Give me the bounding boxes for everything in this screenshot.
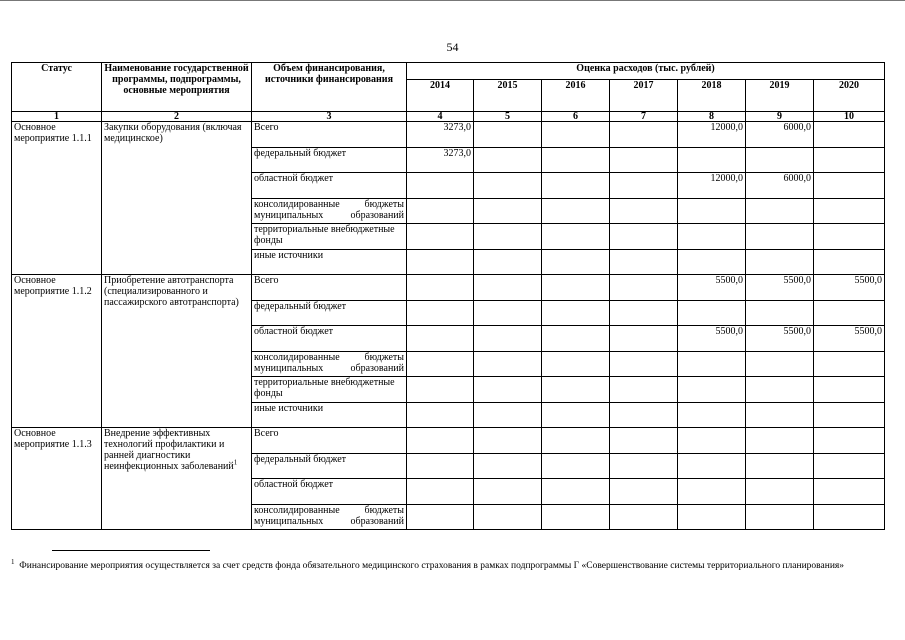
- amount-cell: [610, 504, 678, 530]
- header-status: Статус: [12, 63, 102, 112]
- column-index: 8: [678, 112, 746, 122]
- amount-cell: [474, 504, 542, 530]
- column-index-row: [12, 112, 885, 122]
- amount-cell: [542, 249, 610, 275]
- amount-cell: 6000,0: [746, 173, 814, 199]
- amount-cell: [678, 428, 746, 454]
- amount-cell: [542, 504, 610, 530]
- header-year: 2017: [610, 80, 678, 112]
- amount-cell: [746, 300, 814, 326]
- amount-cell: [407, 173, 474, 199]
- amount-cell: [474, 147, 542, 173]
- amount-cell: [474, 402, 542, 428]
- amount-cell: 5500,0: [746, 326, 814, 352]
- amount-cell: 3273,0: [407, 147, 474, 173]
- amount-cell: [610, 428, 678, 454]
- amount-cell: [814, 300, 885, 326]
- amount-cell: [814, 249, 885, 275]
- header-year: 2016: [542, 80, 610, 112]
- amount-cell: [678, 479, 746, 505]
- amount-cell: [678, 402, 746, 428]
- amount-cell: [542, 122, 610, 148]
- column-index: 2: [102, 112, 252, 122]
- amount-cell: 5500,0: [678, 275, 746, 301]
- measure-name-text: Закупки оборудования (включая медицинское): [104, 122, 242, 144]
- footnote-divider: [52, 550, 210, 551]
- amount-cell: [746, 249, 814, 275]
- amount-cell: [814, 428, 885, 454]
- funding-source: консолидированные бюджеты муниципальных образований: [252, 198, 407, 224]
- top-page-rule: [0, 0, 905, 1]
- amount-cell: [542, 173, 610, 199]
- amount-cell: [746, 453, 814, 479]
- measure-status: Основное мероприятие 1.1.1: [12, 122, 102, 275]
- funding-source: федеральный бюджет: [252, 300, 407, 326]
- measure-name-text: Внедрение эффективных технологий профилактики и ранней диагностики неинфекционных заболеваний: [104, 428, 234, 472]
- amount-cell: [407, 326, 474, 352]
- amount-cell: [407, 249, 474, 275]
- measure-status: Основное мероприятие 1.1.2: [12, 275, 102, 428]
- funding-source: федеральный бюджет: [252, 147, 407, 173]
- budget-table: [11, 62, 885, 530]
- amount-cell: [678, 224, 746, 250]
- amount-cell: [407, 300, 474, 326]
- amount-cell: 3273,0: [407, 122, 474, 148]
- amount-cell: [474, 453, 542, 479]
- header-funding: Объем финансирования, источники финансирования: [252, 63, 407, 112]
- amount-cell: [746, 351, 814, 377]
- funding-source: федеральный бюджет: [252, 453, 407, 479]
- column-index: 10: [814, 112, 885, 122]
- amount-cell: [610, 275, 678, 301]
- amount-cell: [542, 198, 610, 224]
- amount-cell: [746, 198, 814, 224]
- funding-source: территориальные внебюджетные фонды: [252, 224, 407, 250]
- amount-cell: [814, 504, 885, 530]
- column-index: 5: [474, 112, 542, 122]
- column-index: 6: [542, 112, 610, 122]
- amount-cell: [814, 351, 885, 377]
- table-row: [12, 428, 885, 454]
- amount-cell: [610, 147, 678, 173]
- funding-source: Всего: [252, 428, 407, 454]
- amount-cell: [814, 453, 885, 479]
- amount-cell: [678, 249, 746, 275]
- amount-cell: [610, 377, 678, 403]
- column-index: 3: [252, 112, 407, 122]
- amount-cell: [542, 351, 610, 377]
- measure-name: [102, 275, 252, 428]
- amount-cell: [814, 198, 885, 224]
- amount-cell: [474, 249, 542, 275]
- amount-cell: [814, 224, 885, 250]
- column-index: 9: [746, 112, 814, 122]
- amount-cell: [407, 351, 474, 377]
- amount-cell: [542, 300, 610, 326]
- header-year: 2014: [407, 80, 474, 112]
- amount-cell: [610, 326, 678, 352]
- amount-cell: [610, 300, 678, 326]
- amount-cell: [610, 479, 678, 505]
- amount-cell: [746, 428, 814, 454]
- amount-cell: [407, 275, 474, 301]
- header-year: 2015: [474, 80, 542, 112]
- amount-cell: [542, 275, 610, 301]
- funding-source: иные источники: [252, 249, 407, 275]
- amount-cell: [814, 147, 885, 173]
- funding-source: Всего: [252, 275, 407, 301]
- amount-cell: [814, 377, 885, 403]
- amount-cell: [542, 402, 610, 428]
- amount-cell: [407, 479, 474, 505]
- amount-cell: [610, 122, 678, 148]
- amount-cell: [407, 402, 474, 428]
- amount-cell: [474, 300, 542, 326]
- amount-cell: 5500,0: [814, 326, 885, 352]
- amount-cell: [746, 377, 814, 403]
- amount-cell: 5500,0: [814, 275, 885, 301]
- amount-cell: [474, 224, 542, 250]
- funding-source: областной бюджет: [252, 173, 407, 199]
- amount-cell: [542, 326, 610, 352]
- amount-cell: [407, 224, 474, 250]
- amount-cell: 12000,0: [678, 173, 746, 199]
- header-year: 2018: [678, 80, 746, 112]
- funding-source: иные источники: [252, 402, 407, 428]
- amount-cell: [678, 504, 746, 530]
- header-estimate: Оценка расходов (тыс. рублей): [407, 63, 885, 80]
- amount-cell: [474, 173, 542, 199]
- amount-cell: [678, 377, 746, 403]
- amount-cell: [814, 122, 885, 148]
- amount-cell: [746, 479, 814, 505]
- amount-cell: [407, 198, 474, 224]
- amount-cell: [407, 504, 474, 530]
- amount-cell: [474, 275, 542, 301]
- amount-cell: [474, 122, 542, 148]
- page-number: 54: [446, 40, 459, 54]
- amount-cell: [474, 326, 542, 352]
- footnote-mark: 1: [11, 557, 15, 566]
- amount-cell: [678, 453, 746, 479]
- amount-cell: [678, 300, 746, 326]
- amount-cell: [610, 402, 678, 428]
- column-index: 1: [12, 112, 102, 122]
- funding-source: территориальные внебюджетные фонды: [252, 377, 407, 403]
- amount-cell: [814, 173, 885, 199]
- footnote: [11, 557, 884, 573]
- amount-cell: [474, 428, 542, 454]
- amount-cell: [814, 402, 885, 428]
- amount-cell: [610, 173, 678, 199]
- header-name: Наименование государственной программы, подпрограммы, основные мероприятия: [102, 63, 252, 112]
- measure-status: Основное мероприятие 1.1.3: [12, 428, 102, 530]
- amount-cell: [678, 147, 746, 173]
- funding-source: консолидированные бюджеты муниципальных образований: [252, 351, 407, 377]
- amount-cell: [746, 504, 814, 530]
- amount-cell: [474, 198, 542, 224]
- amount-cell: [542, 377, 610, 403]
- column-index: 7: [610, 112, 678, 122]
- amount-cell: [746, 402, 814, 428]
- amount-cell: 6000,0: [746, 122, 814, 148]
- amount-cell: [474, 377, 542, 403]
- amount-cell: [407, 377, 474, 403]
- header-year: 2019: [746, 80, 814, 112]
- amount-cell: [610, 249, 678, 275]
- amount-cell: [542, 147, 610, 173]
- amount-cell: [542, 428, 610, 454]
- budget-table-body: [12, 122, 885, 530]
- amount-cell: [814, 479, 885, 505]
- table-row: [12, 275, 885, 301]
- amount-cell: [746, 147, 814, 173]
- amount-cell: [610, 198, 678, 224]
- amount-cell: 5500,0: [678, 326, 746, 352]
- funding-source: Всего: [252, 122, 407, 148]
- amount-cell: [542, 224, 610, 250]
- funding-source: областной бюджет: [252, 326, 407, 352]
- table-row: [12, 122, 885, 148]
- column-index: 4: [407, 112, 474, 122]
- funding-source: областной бюджет: [252, 479, 407, 505]
- amount-cell: [610, 453, 678, 479]
- amount-cell: 5500,0: [746, 275, 814, 301]
- measure-name: [102, 428, 252, 530]
- amount-cell: [610, 351, 678, 377]
- footnote-reference: 1: [233, 458, 238, 467]
- measure-name-text: Приобретение автотранспорта (специализированного и пассажирского автотранспорта): [104, 275, 239, 308]
- amount-cell: [474, 479, 542, 505]
- amount-cell: [407, 453, 474, 479]
- footnote-text: Финансирование мероприятия осуществляется за счет средств фонда обязательного медицинского страхования в рамках подпрограммы Г «Совершенствование системы территориального планирования»: [19, 561, 845, 571]
- amount-cell: [474, 351, 542, 377]
- measure-name: [102, 122, 252, 275]
- amount-cell: [407, 428, 474, 454]
- amount-cell: [542, 453, 610, 479]
- amount-cell: [678, 351, 746, 377]
- amount-cell: 12000,0: [678, 122, 746, 148]
- amount-cell: [610, 224, 678, 250]
- funding-source: консолидированные бюджеты муниципальных образований: [252, 504, 407, 530]
- amount-cell: [746, 224, 814, 250]
- amount-cell: [678, 198, 746, 224]
- header-year: 2020: [814, 80, 885, 112]
- amount-cell: [542, 479, 610, 505]
